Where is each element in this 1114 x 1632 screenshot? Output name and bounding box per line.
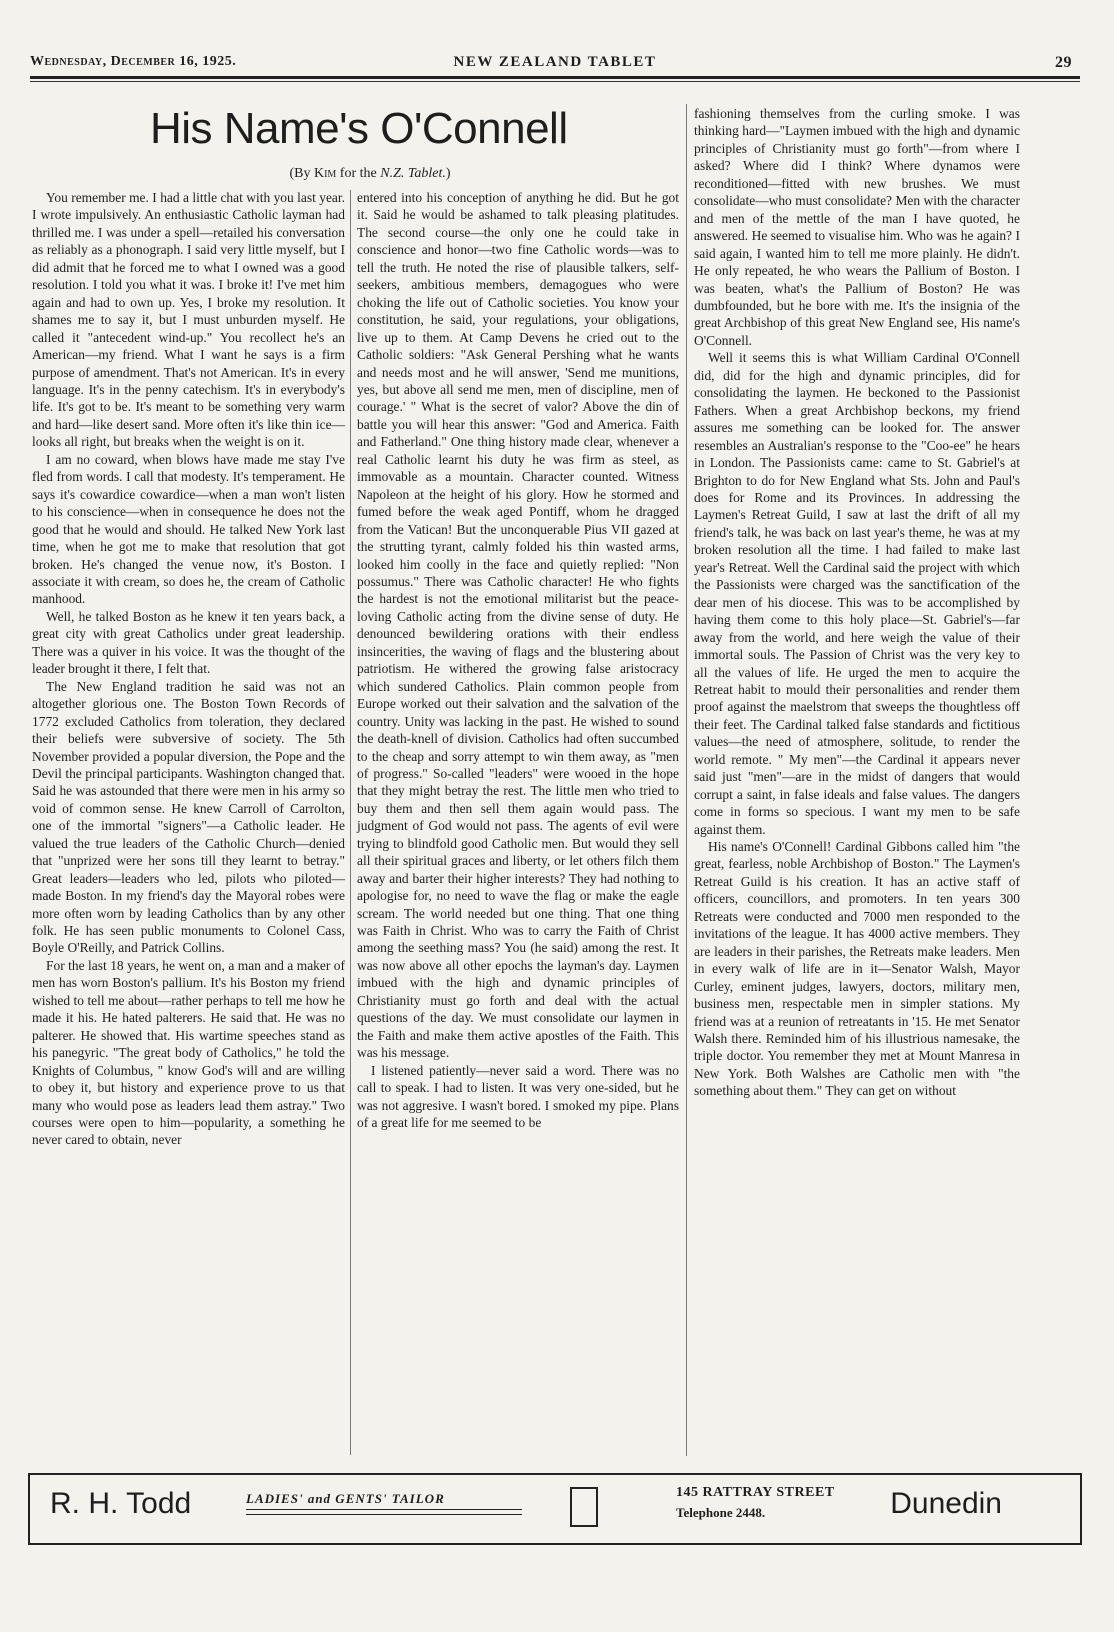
ad-box-ornament — [570, 1487, 598, 1527]
masthead: NEW ZEALAND TABLET — [453, 54, 657, 70]
page-number: 29 — [1055, 54, 1072, 71]
paragraph: Well, he talked Boston as he knew it ten years back, a great city with great Catholics under great leadership. There was a quiver in his voice. It was the thought of the leader brought it there, I felt that. — [32, 608, 345, 677]
ad-telephone: Telephone 2448. — [676, 1505, 766, 1520]
paragraph: fashioning themselves from the curling smoke. I was thinking hard—"Laymen imbued with the high and dynamic principles of Christianity must go forth"—from where I asked? Where did I think? Where dynamos were reconditioned—fitted with new brushes. We must consolidate—who must consolidate? Men with the character and men of the mettle of the man I have quoted, he answered. He seemed to visualise him. Who was he again? I said again, I wanted him to tell me more plainly. He didn't. He only repeated, he who wears the Pallium of Boston. I was beaten, what's the Pallium of Boston? He was dumbfounded, but he bore with me. It's the insignia of the great Archbishop of this great New England see, His name's O'Connell. — [694, 106, 1020, 348]
article-column-1 — [32, 189, 345, 1149]
header-rule — [30, 76, 1080, 79]
byline-pre: (By — [289, 166, 314, 181]
article-byline — [180, 166, 560, 182]
header-rule-thin — [30, 81, 1080, 82]
article-title: His Name's O'Connell — [150, 104, 568, 153]
ad-trade: LADIES' and GENTS' TAILOR — [246, 1491, 445, 1506]
ad-rule — [246, 1514, 522, 1515]
byline-publication: N.Z. Tablet. — [380, 166, 446, 181]
paragraph: For the last 18 years, he went on, a man and a maker of men has worn Boston's pallium. It's his Boston my friend wished to tell me about—rather perhaps to tell me how he made it his. He hated palterers. He said that. He was no palterer. He showed that. His wartime speeches stand as his panegyric. "The great body of Catholics," he told the Knights of Columbus, " know God's will and are willing to obey it, but history and experience prove to us that many who would pose as leaders lead them astray." Two courses were open to him—popularity, a something he never cared to obtain, never — [32, 957, 345, 1148]
byline-post: ) — [445, 166, 451, 181]
paragraph: His name's O'Connell! Cardinal Gibbons called him "the great, fearless, noble Archbishop of Boston." The Laymen's Retreat Guild is his creation. It has an active staff of officers, councillors, and promoters. In ten years 300 Retreats were conducted and 7000 men responded to the invitations of the league. It has 4000 active members. They are leaders in their parishes, the Retreats make leaders. Men in every walk of life are in it—Senator Walsh, Mayor Curley, eminent judges, lawyers, doctors, military men, business men, respectable men in simpler stations. My friend was at a reunion of retreatants in '15. He met Senator Walsh there. Reminded him of his illustrious namesake, the triple doctor. You remember they met at Mount Manresa in New York. Both Walshes are Catholic men with "the something about them." They can get on without — [694, 839, 1020, 1099]
ad-address: 145 RATTRAY STREET — [676, 1485, 835, 1500]
ad-business-name: R. H. Todd — [50, 1487, 192, 1520]
paragraph: The New England tradition he said was not an altogether glorious one. The Boston Town Records of 1772 excluded Catholics from toleration, they declared their beliefs were subversive of society. The 5th November provided a popular diversion, the Pope and the Devil the principal participants. Washington changed that. Said he was astounded that there were men in his army so void of common sense. He knew Carroll of Carrolton, one of the immortal "signers"—a Catholic leader. He valued the true leaders of the Catholic Church—denied that "unprized were her sons till they learnt to betray." Great leaders—leaders who led, pilots who piloted—made Boston. In my friend's day the Mayoral robes were more often worn by leading Catholics than by any other folk. He has seen public monuments to Colonel Cass, Boyle O'Reilly, and Patrick Collins. — [32, 678, 345, 956]
byline-mid: for the — [336, 166, 381, 181]
column-separator — [350, 190, 351, 1455]
page-header — [30, 52, 1080, 74]
issue-date: Wednesday, December 16, 1925. — [30, 54, 237, 69]
paragraph: Well it seems this is what William Cardinal O'Connell did, did for the high and dynamic principles, did for consolidating the laymen. He beckoned to the Passionist Fathers. When a great Archbishop beckons, my friend assures me something can be looked for. The answer resembles an Australian's response to the "Coo-ee" he hears in London. The Passionists came: came to St. Gabriel's at Brighton to do for New England what Sts. John and Paul's does for Rome and its Provinces. In addressing the Laymen's Retreat Guild, I saw at last the drift of all my friend's talk, he was back on last year's theme, he was at my broken resolution all the time. I had failed to make last year's Retreat. Well the Cardinal said the project with which the Passionists were charged was the sanctification of the dear men of his diocese. This was to be accomplished by having them come to this holy place—St. Gabriel's—far away from the world, and here weigh the value of their immortal souls. The Passion of Christ was the very key to all the values of life. He urged the men to acquire the Retreat habit to mould their personalities and render them proof against the maelstrom that sweeps the thoughtless off their feet. The Cardinal talked false standards and fictitious values—the need of atmosphere, solitude, to render the world remote. " My men"—the Cardinal it appears never said just "men"—are in the midst of dangers that would corrupt a saint, in false ideals and false values. The dangers come in forms so specious. I want my men to be safe against them. — [694, 350, 1020, 837]
byline-author: Kim — [313, 166, 337, 181]
article-column-3 — [694, 105, 1020, 1100]
paragraph: entered into his conception of anything he did. But he got it. Said he would be ashamed to talk pleasing platitudes. The second course—the only one he could take in conscience and honor—two fine Catholic words—was to tell the truth. He noted the rise of plausible talkers, self-seekers, ambitious members, demagogues who were choking the life out of Catholic societies. You know your constitution, he said, your regulations, your obligations, live up to them. At Camp Devens he cried out to the Catholic soldiers: "Ask General Pershing what he wants and needs most and he will answer, 'Send me munitions, yes, but above all send me men, men of discipline, men of courage.' " What is the secret of valor? Above the din of battle you will hear this answer: "God and America. Faith and Fatherland." One thing history made clear, whenever a real Catholic learnt his duty he was firm as steel, as immovable as a mountain. Character counted. Witness Napoleon at the height of his glory. How he stormed and fumed before the weak aged Pontiff, whom he dragged from the Vatican! But the unconquerable Pius VII gazed at the strutting tyrant, calmly folded his thin wasted arms, looked him coolly in the face and quietly replied: "Non possumus." There was Catholic character! He who fights the hardest is not the emotional militarist but the peace-loving Catholic acting from the divine sense of duty. He denounced bewildering orations with their endless insincerities, the waving of flags and the blustering about patriotism. He withered the growing false aristocracy which sundered Catholics. Plain common people from Europe worked out their salvation and the salvation of the country. Unity was lacking in the past. He wished to sound the death-knell of division. Catholics had often succumbed to the cheap and sorry attempt to win them away, as "men of progress." So-called "leaders" were wooed in the hope that they might betray the rest. The little men who tried to buy them and then sell them again would pass. The judgment of God would not pass. The agents of evil were trying to blindfold good Catholic men. But would they sell all their spiritual graces and liberty, or let others filch them away and barter their higher interests? They had nothing to apologise for, no need to wave the flag or make the eagle scream. The world needed but one thing. That one thing was Faith in Christ. Who was to carry the Faith of Christ among the seething mass? You (he said) among the rest. It was now above all other epochs the layman's day. Laymen imbued with the high and dynamic principles of Christianity must go forth and deal with the actual questions of the day. We must consolidate our laymen in the Faith and make them active apostles of the Faith. This was his message. — [357, 190, 679, 1061]
ad-rule — [246, 1509, 522, 1510]
paragraph: I listened patiently—never said a word. There was no call to speak. I had to listen. It was very one-sided, but he was not aggresive. I wasn't bored. I smoked my pipe. Plans of a great life for me seemed to be — [357, 1062, 679, 1131]
tailor-advertisement — [28, 1473, 1082, 1545]
paragraph: You remember me. I had a little chat with you last year. I wrote impulsively. An enthusiastic Catholic layman had thrilled me. I was under a spell—retailed his conversation as reliably as a phonograph. I said very little myself, but I did admit that he forced me to what I owned was a good resolution. I told you what it was. I broke it! I've met him again and had to own up. Yes, I broke my resolution. It shames me to say it, but I must unburden myself. He called it "antecedent wind-up." You recollect he's an American—my friend. What I want he says is a firm purpose of amendment. That's not American. It's in every language. It's in the penny catechism. It's in everybody's life. It's got to be. It's meant to be something very warm and hard—like desert sand. More often it's like thin ice—looks all right, but breaks when the weight is on it. — [32, 190, 345, 450]
ad-city: Dunedin — [890, 1487, 1002, 1520]
article-column-2 — [357, 189, 679, 1131]
column-separator — [686, 104, 687, 1456]
paragraph: I am no coward, when blows have made me stay I've fled from words. I call that modesty. It's temperament. He says it's cowardice cowardice—when a man won't listen to his conscience—when in consequence he does not the good that he would and should. He talked New York last time, when he got me to make that resolution that got broken. He's changed the venue now, it's Boston. I associate it with cream, so does he, the cream of Catholic manhood. — [32, 451, 345, 607]
